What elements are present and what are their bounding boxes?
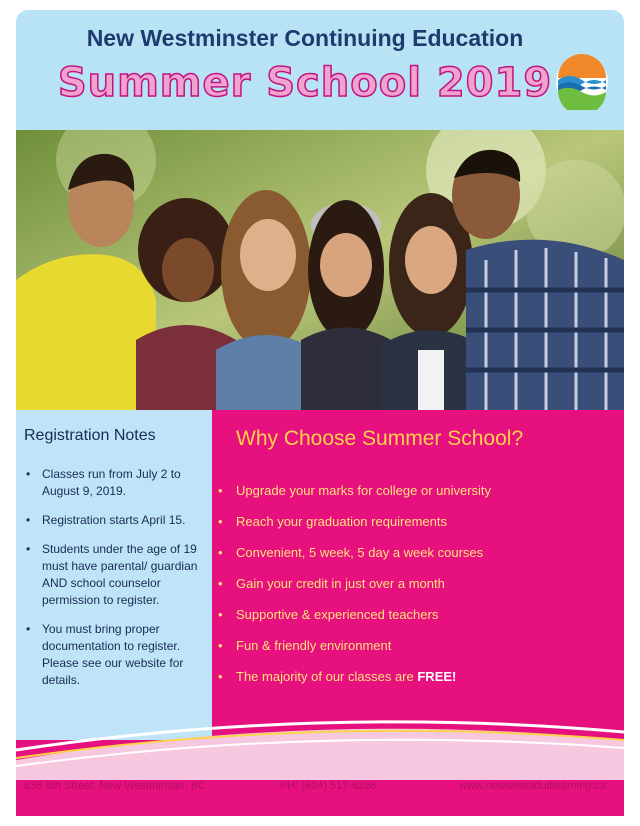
list-item: • Fun & friendly environment — [216, 637, 616, 654]
registration-title: Registration Notes — [24, 427, 156, 444]
list-item: • Students under the age of 19 must have parental/ guardian AND school counselor permission to register. — [24, 541, 208, 609]
event-title: Summer School 2019 — [57, 60, 553, 106]
list-item: • You must bring proper documentation to register. Please see our website for details. — [24, 621, 208, 689]
free-item-prefix: The majority of our classes are — [236, 669, 418, 684]
list-item: • Supportive & experienced teachers — [216, 606, 616, 623]
list-item: • Convenient, 5 week, 5 day a week courses — [216, 544, 616, 561]
footer-website[interactable]: www.newwestadultlearning.ca — [459, 780, 606, 792]
info-section — [16, 410, 624, 816]
registration-panel — [16, 410, 212, 740]
free-emphasis: FREE! — [417, 669, 457, 684]
why-title: Why Choose Summer School? — [236, 427, 524, 450]
list-item: • Reach your graduation requirements — [216, 513, 616, 530]
why-list — [216, 482, 616, 699]
list-item — [216, 668, 616, 685]
list-item: • Gain your credit in just over a month — [216, 575, 616, 592]
footer — [16, 780, 624, 800]
registration-list — [24, 466, 208, 701]
decorative-swoosh — [16, 710, 624, 780]
footer-address: 835 8th Street, New Westminster, BC — [24, 780, 206, 792]
footer-phone: PH: (604) 517-6286 — [280, 780, 377, 792]
list-item: • Classes run from July 2 to August 9, 2019. — [24, 466, 208, 500]
students-group-photo — [16, 130, 624, 410]
organization-title: New Westminster Continuing Education — [86, 25, 524, 51]
list-item: • Registration starts April 15. — [24, 512, 208, 529]
waves-logo-icon — [554, 54, 610, 110]
list-item: • Upgrade your marks for college or university — [216, 482, 616, 499]
header-banner — [16, 10, 624, 130]
